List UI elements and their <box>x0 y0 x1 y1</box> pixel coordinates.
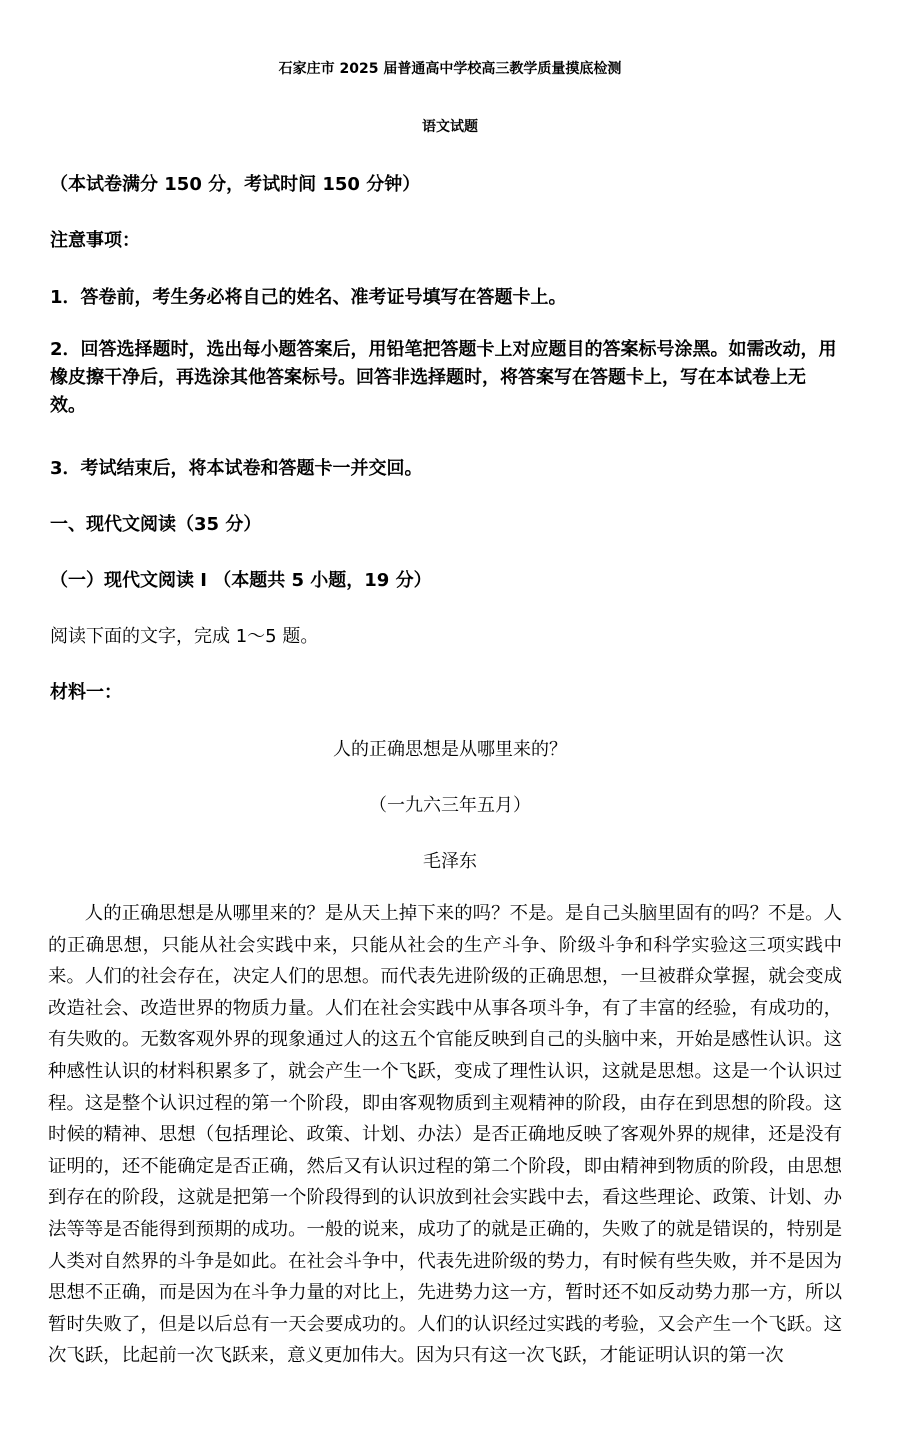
section-heading: 一、现代文阅读（35 分） <box>50 514 262 535</box>
article-body: 人的正确思想是从哪里来的？是从天上掉下来的吗？不是。是自己头脑里固有的吗？不是。人的正确思想，只能从社会实践中来，只能从社会的生产斗争、阶级斗争和科学实验这三项实践中来。人们的社会存在，决定人们的思想。而代表先进阶级的正确思想，一旦被群众掌握，就会变成改造社会、改造世界的物质力量。人们在社会实践中从事各项斗争，有了丰富的经验，有成功的，有失败的。无数客观外界的现象通过人的这五个官能反映到自己的头脑中来，开始是感性认识。这种感性认识的材料积累多了，就会产生一个飞跃，变成了理性认识，这就是思想。这是一个认识过程。这是整个认识过程的第一个阶段，即由客观物质到主观精神的阶段，由存在到思想的阶段。这时候的精神、思想（包括理论、政策、计划、办法）是否正确地反映了客观外界的规律，还是没有证明的，还不能确定是否正确，然后又有认识过程的第二个阶段，即由精神到物质的阶段，由思想到存在的阶段，这就是把第一个阶段得到的认识放到社会实践中去，看这些理论、政策、计划、办法等等是否能得到预期的成功。一般的说来，成功了的就是正确的，失败了的就是错误的，特别是人类对自然界的斗争是如此。在社会斗争中，代表先进阶级的势力，有时候有些失败，并不是因为思想不正确，而是因为在斗争力量的对比上，先进势力这一方，暂时还不如反动势力那一方，所以暂时失败了，但是以后总有一天会要成功的。人们的认识经过实践的考验，又会产生一个飞跃。这次飞跃，比起前一次飞跃来，意义更加伟大。因为只有这一次飞跃，才能证明认识的第一次 <box>48 903 842 1367</box>
article-author: 毛泽东 <box>423 851 477 872</box>
page-subtitle: 语文试题 <box>422 119 478 135</box>
article-date: （一九六三年五月） <box>369 795 531 816</box>
notice-item-3: 3．考试结束后，将本试卷和答题卡一并交回。 <box>50 458 423 479</box>
notice-heading: 注意事项： <box>50 230 140 251</box>
material-label: 材料一： <box>50 682 122 703</box>
instruction-text: 阅读下面的文字，完成 1～5 题。 <box>50 626 319 647</box>
sub-section-heading: （一）现代文阅读 I （本题共 5 小题，19 分） <box>50 570 432 591</box>
notice-item-2: 2．回答选择题时，选出每小题答案后，用铅笔把答题卡上对应题目的答案标号涂黑。如需改动，用橡皮擦干净后，再选涂其他答案标号。回答非选择题时，将答案写在答题卡上，写在本试卷上无效。 <box>50 339 837 416</box>
exam-info: （本试卷满分 150 分，考试时间 150 分钟） <box>50 174 421 195</box>
page-title: 石家庄市 2025 届普通高中学校高三教学质量摸底检测 <box>278 61 622 77</box>
article-title: 人的正确思想是从哪里来的？ <box>333 739 567 760</box>
notice-item-1: 1．答卷前，考生务必将自己的姓名、准考证号填写在答题卡上。 <box>50 287 567 308</box>
